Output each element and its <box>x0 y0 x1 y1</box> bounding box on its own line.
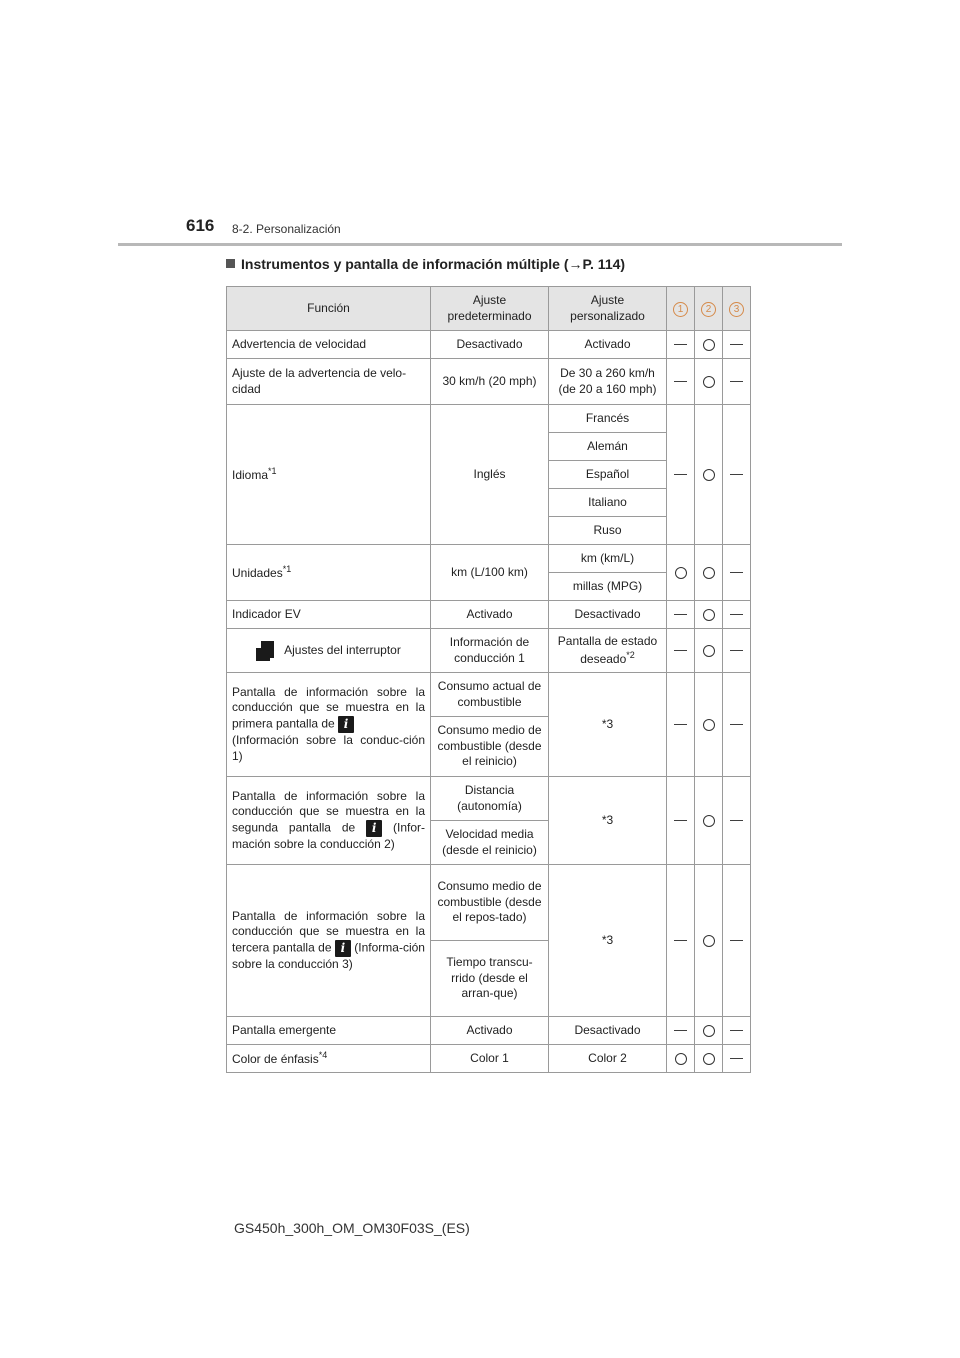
row-default: Tiempo transcu-rrido (desde el arran-que) <box>431 941 549 1017</box>
function-text: Pantalla de información sobre la conducción que se muestra en la tercera pantalla de <box>232 908 425 955</box>
mark-cell <box>723 1017 751 1045</box>
table-row <box>227 865 751 941</box>
row-function <box>227 777 431 865</box>
function-text: (Información sobre la conduc-ción 1) <box>232 733 425 763</box>
dash-mark: — <box>674 336 687 352</box>
function-text: Pantalla de información sobre la conducción que se muestra en la primera pantalla de <box>232 684 425 731</box>
row-option: Italiano <box>549 489 667 517</box>
table-row <box>227 359 751 405</box>
mark-cell <box>695 359 723 405</box>
section-title: 8-2. Personalización <box>232 222 341 236</box>
row-option: km (km/L) <box>549 545 667 573</box>
row-custom: Desactivado <box>549 1017 667 1045</box>
dash-mark: — <box>730 373 743 389</box>
mark-cell <box>667 359 695 405</box>
circle-mark <box>703 815 715 827</box>
table-row <box>227 1045 751 1073</box>
table-row <box>227 601 751 629</box>
mark-cell <box>723 629 751 673</box>
dash-mark: — <box>730 812 743 828</box>
dash-mark: — <box>674 932 687 948</box>
row-function <box>227 405 431 545</box>
table-row <box>227 405 751 433</box>
row-function: Indicador EV <box>227 601 431 629</box>
row-custom: Desactivado <box>549 601 667 629</box>
row-function <box>227 865 431 1017</box>
mark-cell <box>695 673 723 777</box>
table-row <box>227 1017 751 1045</box>
row-custom: *3 <box>549 777 667 865</box>
circle-mark <box>703 645 715 657</box>
mark-cell <box>695 629 723 673</box>
mark-cell <box>667 1017 695 1045</box>
table-row <box>227 629 751 673</box>
row-default: km (L/100 km) <box>431 545 549 601</box>
dash-mark: — <box>674 466 687 482</box>
dash-mark: — <box>730 466 743 482</box>
mark-cell <box>695 331 723 359</box>
section-heading <box>226 256 625 272</box>
header-custom: Ajuste personalizado <box>549 287 667 331</box>
row-function: Advertencia de velocidad <box>227 331 431 359</box>
function-text: (Informa-ción sobre la conducción 3) <box>232 940 425 971</box>
row-option: Francés <box>549 405 667 433</box>
heading-text: Instrumentos y pantalla de información múltiple (→P. 114) <box>241 256 626 272</box>
info-icon: i <box>335 940 351 957</box>
row-option: Ruso <box>549 517 667 545</box>
row-function <box>227 629 431 673</box>
dash-mark: — <box>674 373 687 389</box>
row-custom: Activado <box>549 331 667 359</box>
dash-mark: — <box>674 642 687 658</box>
row-function <box>227 1045 431 1073</box>
row-function <box>227 545 431 601</box>
circled-number-3: 3 <box>729 302 744 317</box>
mark-cell <box>695 405 723 545</box>
dash-mark: — <box>674 812 687 828</box>
row-custom: De 30 a 260 km/h (de 20 a 160 mph) <box>549 359 667 405</box>
row-default: Velocidad media (desde el reinicio) <box>431 821 549 865</box>
circle-mark <box>703 719 715 731</box>
mark-cell <box>667 1045 695 1073</box>
row-default: Activado <box>431 1017 549 1045</box>
row-custom <box>549 629 667 673</box>
row-option: Español <box>549 461 667 489</box>
row-default: Desactivado <box>431 331 549 359</box>
switch-settings-label: Ajustes del interruptor <box>284 642 401 657</box>
circle-mark <box>703 469 715 481</box>
row-default: Distancia (autonomía) <box>431 777 549 821</box>
circled-number-1: 1 <box>673 302 688 317</box>
table-row <box>227 331 751 359</box>
units-label: Unidades <box>232 565 283 580</box>
row-default: Información de conducción 1 <box>431 629 549 673</box>
mark-cell <box>723 777 751 865</box>
mark-cell <box>667 777 695 865</box>
footnote-ref: *1 <box>268 465 277 476</box>
function-text: Pantalla de información sobre la conducción que se muestra en la segunda pantalla de <box>232 788 425 835</box>
table-row <box>227 777 751 821</box>
dash-mark: — <box>730 1050 743 1066</box>
mark-cell <box>667 629 695 673</box>
mark-cell <box>695 545 723 601</box>
mark-cell <box>723 865 751 1017</box>
footnote-ref: *4 <box>318 1049 328 1060</box>
table-row <box>227 545 751 573</box>
row-default: Consumo actual de combustible <box>431 673 549 717</box>
dash-mark: — <box>674 606 687 622</box>
mark-cell <box>723 405 751 545</box>
dash-mark: — <box>730 336 743 352</box>
circle-mark <box>703 1025 715 1037</box>
mark-cell <box>667 601 695 629</box>
header-col-3 <box>723 287 751 331</box>
custom-label: Pantalla de estado deseado <box>557 633 658 666</box>
mark-cell <box>723 1045 751 1073</box>
row-default: Color 1 <box>431 1045 549 1073</box>
circle-mark <box>703 376 715 388</box>
table-row <box>227 673 751 717</box>
row-custom: *3 <box>549 865 667 1017</box>
language-label: Idioma <box>232 467 269 482</box>
circle-mark <box>703 1053 715 1065</box>
document-code: GS450h_300h_OM_OM30F03S_(ES) <box>234 1220 470 1236</box>
mark-cell <box>695 1017 723 1045</box>
mark-cell <box>667 865 695 1017</box>
page-number: 616 <box>186 216 215 235</box>
footnote-ref: *1 <box>282 563 292 574</box>
dash-mark: — <box>730 606 743 622</box>
mark-cell <box>667 673 695 777</box>
dash-mark: — <box>730 716 743 732</box>
row-custom: Color 2 <box>549 1045 667 1073</box>
circled-number-2: 2 <box>701 302 716 317</box>
header-rule <box>118 243 842 246</box>
row-function <box>227 673 431 777</box>
mark-cell <box>667 545 695 601</box>
circle-mark <box>703 935 715 947</box>
mark-cell <box>723 545 751 601</box>
mark-cell <box>667 331 695 359</box>
circle-mark <box>675 1053 687 1065</box>
mark-cell <box>723 359 751 405</box>
switch-settings-icon <box>256 641 276 661</box>
row-custom: *3 <box>549 673 667 777</box>
row-option: Alemán <box>549 433 667 461</box>
mark-cell <box>723 601 751 629</box>
mark-cell <box>723 673 751 777</box>
circle-mark <box>675 567 687 579</box>
circle-mark <box>703 339 715 351</box>
table-header-row <box>227 287 751 331</box>
circle-mark <box>703 609 715 621</box>
footnote-ref: *2 <box>626 649 635 660</box>
function-text: (Infor-mación sobre la conducción 2) <box>232 820 425 851</box>
dash-mark: — <box>730 564 743 580</box>
dash-mark: — <box>730 932 743 948</box>
mark-cell <box>723 331 751 359</box>
row-default: Activado <box>431 601 549 629</box>
row-default: Consumo medio de combustible (desde el reinicio) <box>431 717 549 777</box>
header-function: Función <box>227 287 431 331</box>
mark-cell <box>695 777 723 865</box>
mark-cell <box>695 1045 723 1073</box>
dash-mark: — <box>730 1022 743 1038</box>
row-option: millas (MPG) <box>549 573 667 601</box>
circle-mark <box>703 567 715 579</box>
mark-cell <box>695 601 723 629</box>
dash-mark: — <box>674 716 687 732</box>
accent-label: Color de énfasis <box>232 1051 319 1066</box>
header-default: Ajuste predeterminado <box>431 287 549 331</box>
row-function: Ajuste de la advertencia de velo-cidad <box>227 359 431 405</box>
row-default: 30 km/h (20 mph) <box>431 359 549 405</box>
header-col-2 <box>695 287 723 331</box>
row-default: Consumo medio de combustible (desde el repos-tado) <box>431 865 549 941</box>
mark-cell <box>667 405 695 545</box>
header-col-1 <box>667 287 695 331</box>
mark-cell <box>695 865 723 1017</box>
square-bullet-icon <box>226 259 235 268</box>
dash-mark: — <box>674 1022 687 1038</box>
row-default: Inglés <box>431 405 549 545</box>
dash-mark: — <box>730 642 743 658</box>
info-icon: i <box>338 716 354 733</box>
info-icon: i <box>366 820 382 837</box>
row-function: Pantalla emergente <box>227 1017 431 1045</box>
settings-table <box>226 286 751 1073</box>
